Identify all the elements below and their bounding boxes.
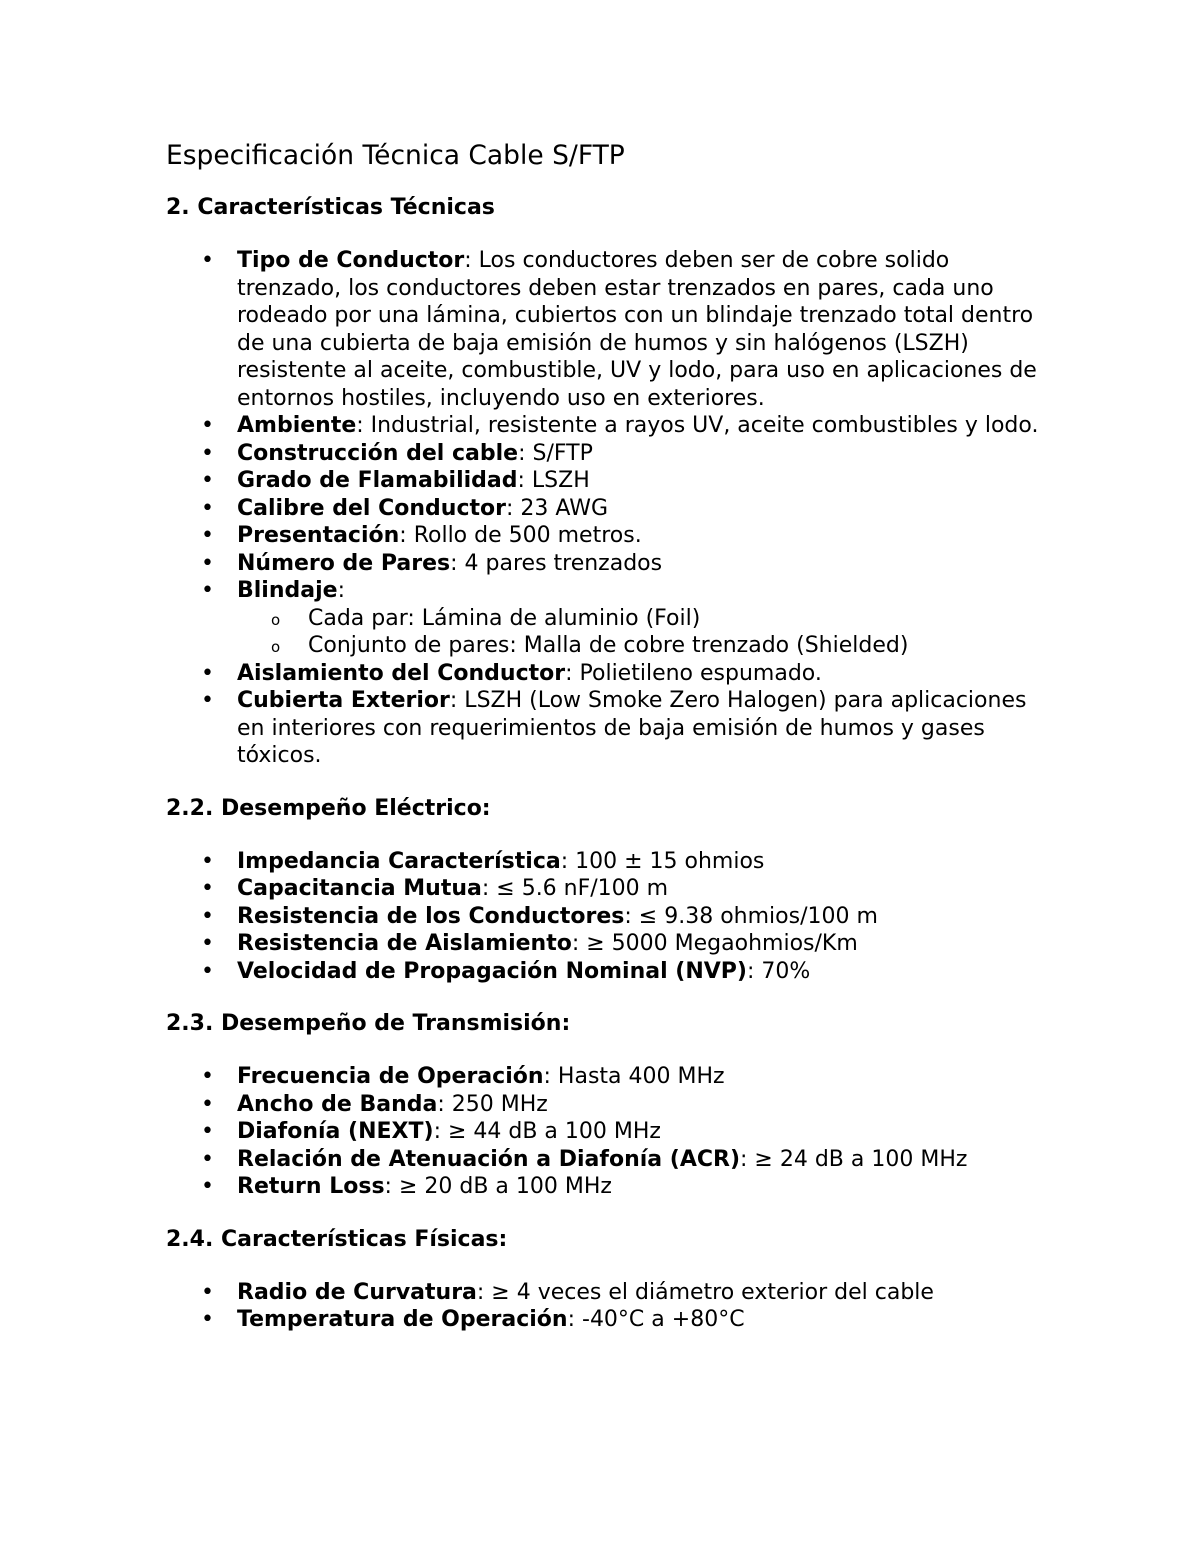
- item-value: : ≥ 5000 Megaohmios/Km: [571, 931, 858, 956]
- item-value: : LSZH: [517, 468, 590, 493]
- item-value: : Industrial, resistente a rayos UV, aceite combustibles y lodo.: [356, 413, 1039, 438]
- sub-list: [237, 605, 1046, 660]
- item-value: : ≥ 20 dB a 100 MHz: [384, 1174, 612, 1199]
- list-item: [166, 550, 1046, 578]
- bullet-icon: •: [201, 440, 214, 466]
- bullet-icon: •: [201, 1064, 214, 1089]
- item-label: Temperatura de Operación: [237, 1307, 568, 1332]
- bullet-icon: •: [201, 688, 214, 713]
- item-label: Radio de Curvatura: [237, 1279, 477, 1305]
- item-label: Frecuencia de Operación: [237, 1064, 544, 1089]
- bullet-icon: •: [201, 848, 214, 874]
- item-value: : -40°C a +80°C: [567, 1307, 745, 1332]
- sections-container: [166, 192, 1046, 1334]
- item-label: Resistencia de los Conductores: [237, 903, 625, 929]
- bullet-icon: •: [201, 523, 214, 548]
- list-item: [166, 848, 1046, 876]
- item-label: Tipo de Conductor: [237, 248, 465, 273]
- list-item: [166, 958, 1046, 986]
- item-label: Grado de Flamabilidad: [237, 468, 518, 493]
- item-value: : LSZH (Low Smoke Zero Halogen) para aplicaciones en interiores con requerimientos de baja emisión de humos y gases tóxicos.: [237, 688, 1027, 768]
- list-item: [166, 247, 1046, 412]
- item-value: : ≤ 9.38 ohmios/100 m: [624, 903, 878, 929]
- item-label: Blindaje: [237, 578, 338, 603]
- item-value: : ≥ 4 veces el diámetro exterior del cable: [476, 1279, 934, 1305]
- sub-item-text: Conjunto de pares: Malla de cobre trenzado (Shielded): [308, 633, 909, 658]
- bullet-icon: •: [201, 958, 214, 984]
- bullet-icon: •: [201, 578, 214, 603]
- item-label: Cubierta Exterior: [237, 688, 450, 713]
- section-heading: 2. Características Técnicas: [166, 195, 495, 220]
- item-value: : 23 AWG: [505, 495, 609, 521]
- bullet-icon: •: [201, 876, 214, 901]
- list-item: [166, 1173, 1046, 1201]
- circle-bullet-icon: o: [271, 638, 281, 656]
- item-value: : ≤ 5.6 nF/100 m: [481, 876, 669, 901]
- list-item: [166, 412, 1046, 440]
- bullet-icon: •: [201, 903, 214, 929]
- section-heading: 2.3. Desempeño de Transmisión:: [166, 1011, 571, 1036]
- bullet-icon: •: [201, 413, 214, 438]
- section-heading: 2.4. Características Físicas:: [166, 1226, 508, 1252]
- bullet-icon: •: [201, 660, 214, 686]
- item-value: : 100 ± 15 ohmios: [560, 848, 765, 874]
- item-label: Relación de Atenuación a Diafonía (ACR): [237, 1146, 741, 1172]
- item-value: : Rollo de 500 metros.: [399, 523, 642, 548]
- bullet-icon: •: [201, 931, 214, 956]
- sub-list-item: [237, 605, 1046, 633]
- list-item: [166, 875, 1046, 903]
- bullet-icon: •: [201, 1091, 214, 1117]
- list-item: [166, 522, 1046, 550]
- item-label: Impedancia Característica: [237, 848, 561, 874]
- item-label: Return Loss: [237, 1174, 385, 1199]
- item-label: Aislamiento del Conductor: [237, 660, 566, 686]
- list-item: [166, 495, 1046, 523]
- item-value: : S/FTP: [518, 440, 593, 466]
- list-item: [166, 930, 1046, 958]
- item-value: : 4 pares trenzados: [450, 550, 663, 576]
- bullet-icon: •: [201, 1146, 214, 1172]
- bullet-icon: •: [201, 248, 214, 273]
- list-item: [166, 440, 1046, 468]
- bullet-list: [166, 1279, 1046, 1334]
- item-label: Capacitancia Mutua: [237, 876, 482, 901]
- bullet-icon: •: [201, 1307, 214, 1332]
- list-item: [166, 467, 1046, 495]
- item-value: : Polietileno espumado.: [565, 660, 822, 686]
- bullet-icon: •: [201, 1119, 214, 1144]
- sub-list-item: [237, 632, 1046, 660]
- list-item: [166, 1279, 1046, 1307]
- bullet-list: [166, 1063, 1046, 1201]
- item-label: Número de Pares: [237, 550, 451, 576]
- item-value: : ≥ 24 dB a 100 MHz: [740, 1146, 968, 1172]
- item-label: Resistencia de Aislamiento: [237, 931, 572, 956]
- bullet-list: [166, 848, 1046, 986]
- section-heading: 2.2. Desempeño Eléctrico:: [166, 795, 491, 821]
- list-item: [166, 903, 1046, 931]
- list-item: [166, 577, 1046, 660]
- circle-bullet-icon: o: [271, 610, 281, 629]
- bullet-icon: •: [201, 495, 214, 521]
- sub-item-text: Cada par: Lámina de aluminio (Foil): [308, 605, 701, 631]
- bullet-icon: •: [201, 550, 214, 576]
- item-value: : Hasta 400 MHz: [543, 1064, 725, 1089]
- document-content: [166, 137, 1046, 1357]
- item-value: : 250 MHz: [437, 1091, 548, 1117]
- item-label: Ambiente: [237, 413, 357, 438]
- list-item: [166, 687, 1046, 770]
- item-label: Velocidad de Propagación Nominal (NVP): [237, 958, 747, 984]
- item-value: :: [337, 578, 345, 603]
- list-item: [166, 1306, 1046, 1334]
- item-label: Diafonía (NEXT): [237, 1119, 434, 1144]
- item-label: Ancho de Banda: [237, 1091, 438, 1117]
- item-label: Construcción del cable: [237, 440, 519, 466]
- item-value: : Los conductores deben ser de cobre solido trenzado, los conductores deben estar trenzados en pares, cada uno rodeado por una lámina, cubiertos con un blindaje trenzado total dentro de una cubierta de baja emisión de humos y sin halógenos (LSZH) resistente al aceite, combustible, UV y lodo, para uso en aplicaciones de entornos hostiles, incluyendo uso en exteriores.: [237, 248, 1037, 411]
- list-item: [166, 1118, 1046, 1146]
- bullet-icon: •: [201, 468, 214, 493]
- list-item: [166, 1091, 1046, 1119]
- list-item: [166, 1063, 1046, 1091]
- bullet-icon: •: [201, 1279, 214, 1305]
- item-value: : ≥ 44 dB a 100 MHz: [433, 1119, 661, 1144]
- bullet-icon: •: [201, 1174, 214, 1199]
- document-title: Especificación Técnica Cable S/FTP: [166, 140, 625, 171]
- list-item: [166, 1146, 1046, 1174]
- bullet-list: [166, 247, 1046, 770]
- list-item: [166, 660, 1046, 688]
- item-label: Calibre del Conductor: [237, 495, 506, 521]
- item-label: Presentación: [237, 523, 400, 548]
- item-value: : 70%: [746, 958, 811, 984]
